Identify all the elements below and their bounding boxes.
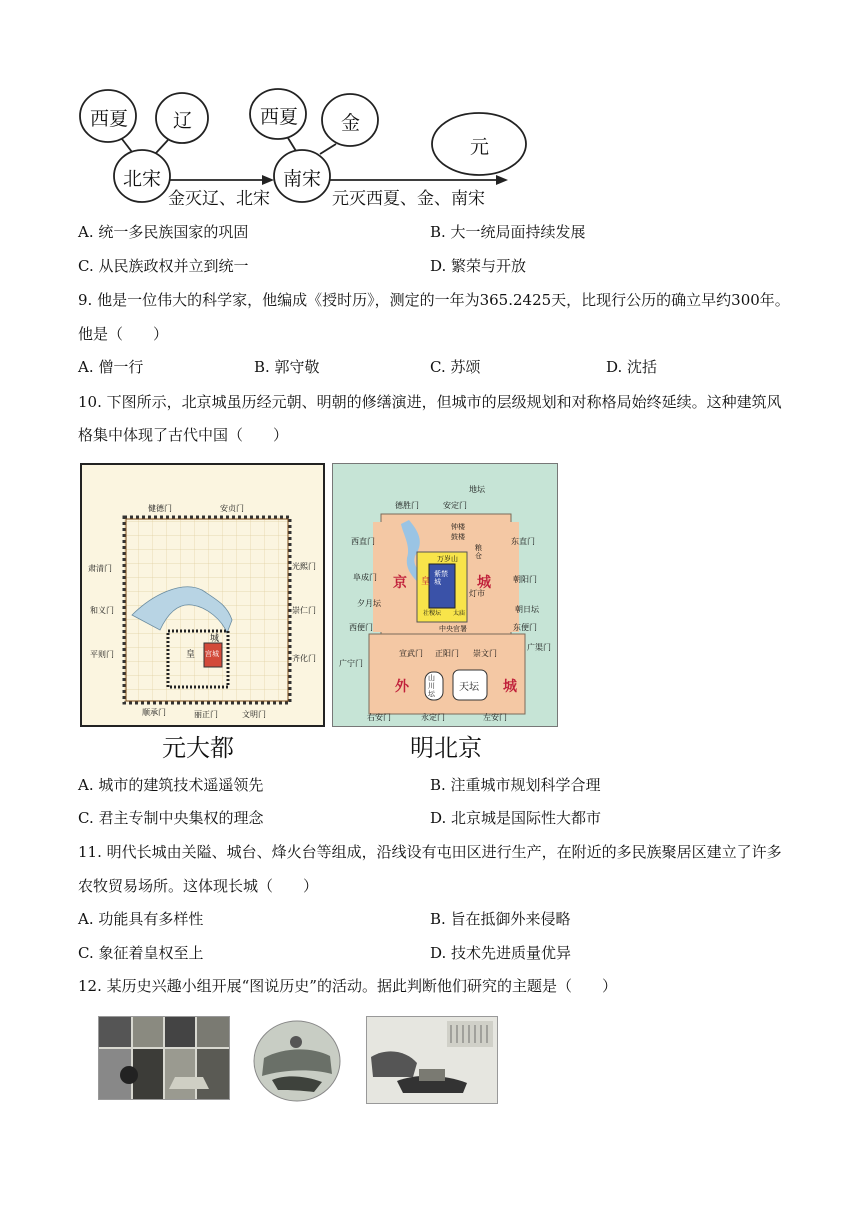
arrow-label-2: 元灭西夏、金、南宋 [332, 189, 485, 209]
ming-label-anding: 安定门 [443, 501, 467, 510]
ming-label-xuanwu: 宣武门 [399, 649, 423, 658]
q9-stem-line1: 9. 他是一位伟大的科学家，他编成《授时历》，测定的一年为365.2425天，比现行公历的确立早约300年。 [78, 291, 790, 309]
yuan-label-gong: 宫城 [205, 650, 219, 658]
q12-image-1 [98, 1016, 230, 1100]
q11-stem-line2: 农牧贸易场所。这体现长城（ ） [78, 877, 319, 895]
q12-stem-line1: 12. 某历史兴趣小组开展“图说历史”的活动。据此判断他们研究的主题是（ ） [78, 977, 617, 995]
ming-label-guangning: 广宁门 [339, 659, 363, 668]
q9-option-c[interactable]: C. 苏颂 [430, 358, 481, 376]
ming-label-zijin: 紫禁城 [434, 570, 448, 586]
ming-label-wansuishan: 万岁山 [437, 555, 458, 563]
q9-option-b[interactable]: B. 郭守敬 [254, 358, 320, 376]
q8-option-d[interactable]: D. 繁荣与开放 [430, 257, 527, 275]
q11-stem-line1: 11. 明代长城由关隘、城台、烽火台等组成，沿线设有屯田区进行生产，在附近的多民族聚居区建立了许多 [78, 843, 782, 861]
ming-label-zuoan: 左安门 [483, 713, 507, 722]
q10-stem-line2: 格集中体现了古代中国（ ） [78, 426, 289, 444]
ming-label-dongbian: 东便门 [513, 623, 537, 632]
ming-label-fucheng: 阜成门 [353, 573, 377, 582]
yuan-gate-pingze: 平则门 [90, 650, 114, 659]
q10-option-a[interactable]: A. 城市的建筑技术遥遥领先 [78, 776, 264, 794]
yuan-gate-chongren: 崇仁门 [292, 606, 316, 615]
ming-label-yueta: 夕月坛 [357, 599, 381, 608]
yuan-gate-shuncheng: 顺承门 [142, 708, 166, 717]
q9-option-a[interactable]: A. 僧一行 [78, 358, 144, 376]
ming-label-chaoyang: 朝阳门 [513, 575, 537, 584]
ming-label-taimiao: 太庙 [453, 610, 466, 617]
node-nansong: 南宋 [283, 168, 322, 190]
q10-option-c[interactable]: C. 君主专制中央集权的理念 [78, 809, 264, 827]
q9-stem-line2: 他是（ ） [78, 325, 169, 343]
q12-image-3 [366, 1016, 498, 1104]
q8-option-c[interactable]: C. 从民族政权并立到统一 [78, 257, 249, 275]
q11-option-a[interactable]: A. 功能具有多样性 [78, 910, 204, 928]
node-yuan: 元 [470, 136, 490, 158]
ming-label-dongzhi: 东直门 [511, 537, 535, 546]
ming-label-xibian: 西便门 [349, 623, 373, 632]
yuan-gate-anzhen: 安贞门 [220, 504, 244, 513]
yuan-gate-jiande: 健德门 [148, 504, 172, 513]
q11-option-c[interactable]: C. 象征着皇权至上 [78, 944, 204, 962]
q8-option-a[interactable]: A. 统一多民族国家的巩固 [78, 223, 249, 241]
q11-option-b[interactable]: B. 旨在抵御外来侵略 [430, 910, 571, 928]
ming-label-sheji: 社稷坛 [423, 610, 442, 617]
ming-label-dengshi: 灯市 [469, 589, 485, 598]
dynasty-diagram [70, 84, 530, 214]
ming-label-huang: 皇 [421, 577, 431, 587]
ming-label-xizhi: 西直门 [351, 537, 375, 546]
yuan-dadu-caption: 元大都 [162, 734, 234, 762]
node-liao: 辽 [173, 110, 193, 132]
yuan-gate-guangxi: 光熙门 [292, 562, 316, 571]
ming-label-youan: 右安门 [367, 713, 391, 722]
yuan-gate-lizheng: 丽正门 [194, 710, 218, 719]
q10-option-d[interactable]: D. 北京城是国际性大都市 [430, 809, 602, 827]
yuan-gate-qihua: 齐化门 [292, 654, 316, 663]
ming-label-jing: 京 [393, 575, 407, 591]
node-xixia-1: 西夏 [90, 108, 129, 130]
ming-label-desheng: 德胜门 [395, 501, 419, 510]
ming-label-tiantan: 天坛 [459, 682, 479, 693]
q9-option-d[interactable]: D. 沈括 [606, 358, 658, 376]
ming-label-ritan: 朝日坛 [515, 605, 539, 614]
node-beisong: 北宋 [123, 168, 162, 190]
ming-label-wai: 外 [395, 679, 409, 695]
yuan-gate-wenming: 文明门 [242, 710, 266, 719]
q10-stem-line1: 10. 下图所示，北京城虽历经元朝、明朝的修缮演进，但城市的层级规划和对称格局始终延续。这种建筑风 [78, 393, 782, 411]
ming-label-gulou: 鼓楼 [451, 533, 465, 541]
arrow-label-1: 金灭辽、北宋 [168, 189, 270, 209]
ming-label-cheng: 城 [477, 575, 491, 591]
ming-beijing-caption: 明北京 [410, 734, 482, 762]
yuan-gate-heyi: 和义门 [90, 606, 114, 615]
node-jin: 金 [341, 112, 361, 134]
ming-label-shanchuan: 山川坛 [428, 674, 435, 698]
yuan-label-huang: 皇 [186, 650, 196, 660]
ming-label-cheng2: 城 [503, 679, 517, 695]
q8-option-b[interactable]: B. 大一统局面持续发展 [430, 223, 586, 241]
ming-label-yongding: 永定门 [421, 713, 445, 722]
ming-label-guangqu: 广渠门 [527, 643, 551, 652]
q10-option-b[interactable]: B. 注重城市规划科学合理 [430, 776, 601, 794]
ming-label-zhonglou: 钟楼 [451, 523, 465, 531]
ming-label-chongwen: 崇文门 [473, 649, 497, 658]
yuan-gate-suqing: 肃清门 [88, 564, 112, 573]
ming-label-liangcang: 粮仓 [475, 544, 482, 560]
ming-label-zhengyang: 正阳门 [435, 649, 459, 658]
ming-label-ditan: 地坛 [469, 485, 485, 494]
q12-image-2 [252, 1020, 342, 1102]
q11-option-d[interactable]: D. 技术先进质量优异 [430, 944, 572, 962]
yuan-dadu-map [80, 463, 325, 727]
ming-beijing-map [332, 463, 558, 727]
node-xixia-2: 西夏 [260, 106, 299, 128]
yuan-label-cheng: 城 [210, 634, 220, 644]
ming-label-zhongyang: 中央官署 [439, 625, 467, 633]
